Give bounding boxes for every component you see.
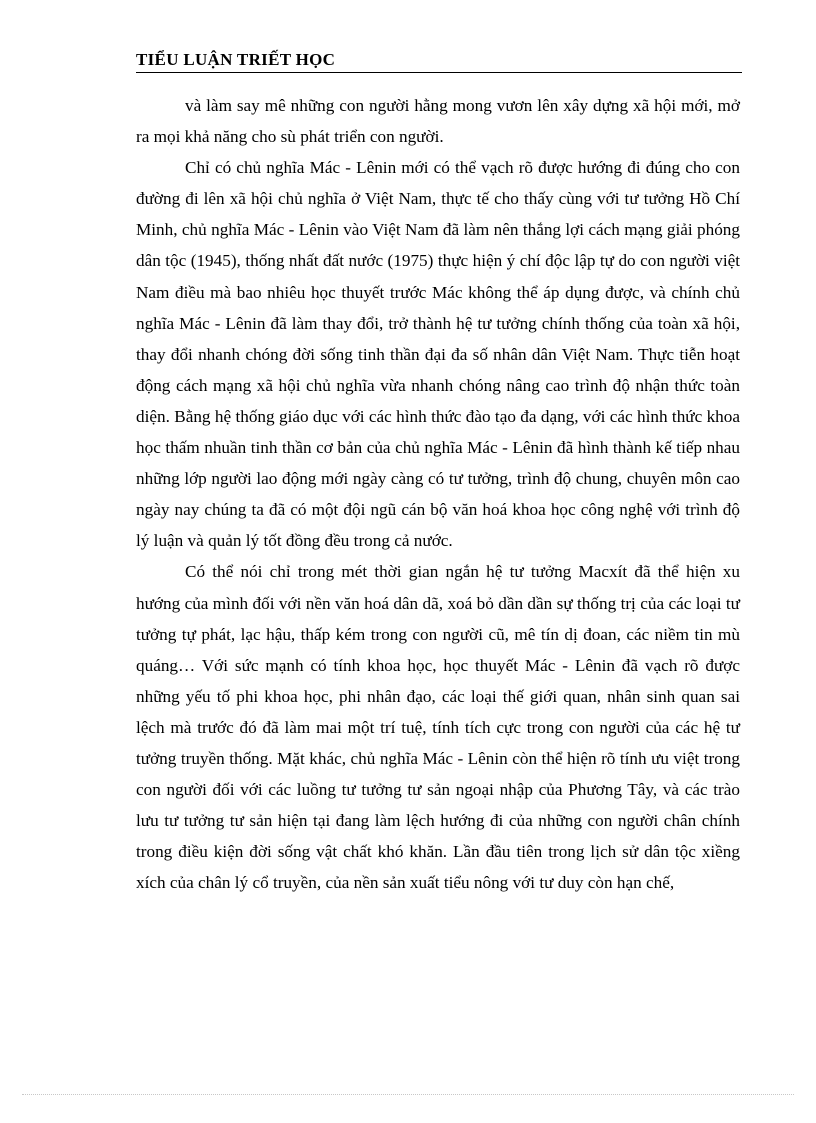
paragraph-continuation: và làm say mê những con người hằng mong vươn lên xây dựng xã hội mới, mở ra mọi khả năng cho sù phát triển con người.: [136, 96, 740, 147]
footer-divider: [22, 1094, 794, 1095]
paragraph-marxism-vietnam: Chỉ có chủ nghĩa Mác - Lênin mới có thể vạch rõ được hướng đi đúng cho con đường đi lên xã hội chủ nghĩa ở Việt Nam, thực tế cho thấy cùng với tư tưởng Hồ Chí Minh, chủ nghĩa Mác - Lênin vào Việt Nam đã làm nên thắng lợi cách mạng giải phóng dân tộc (1945), thống nhất đất nước (1975) thực hiện ý chí độc lập tự do con người việt Nam điều mà bao nhiêu học thuyết trước Mác không thể áp dụng được, và chính chủ nghĩa Mác - Lênin đã làm thay đổi, trở thành hệ tư tưởng chính thống của toàn xã hội, thay đổi nhanh chóng đời sống tinh thần đại đa số nhân dân Việt Nam. Thực tiễn hoạt động cách mạng xã hội chủ nghĩa vừa nhanh chóng nâng cao trình độ nhận thức toàn diện. Bằng hệ thống giáo dục với các hình thức đào tạo đa dạng, với các hình thức khoa học thấm nhuần tinh thần cơ bản của chủ nghĩa Mác - Lênin đã hình thành kế tiếp nhau những lớp người lao động mới ngày càng có tư tưởng, trình độ chung, chuyên môn cao ngày nay chúng ta đã có một đội ngũ cán bộ văn hoá khoa học công nghệ với trình độ lý luận và quản lý tốt đồng đều trong cả nước.: [136, 158, 740, 551]
page-header-title: TIỂU LUẬN TRIẾT HỌC: [136, 50, 742, 73]
body-text: [136, 90, 740, 898]
paragraph-marxist-ideology: Có thể nói chỉ trong mét thời gian ngắn hệ tư tưởng Macxít đã thể hiện xu hướng của mình đối với nền văn hoá dân dã, xoá bỏ dần dần sự thống trị của các loại tư tưởng tự phát, lạc hậu, thấp kém trong con người cũ, mê tín dị đoan, các niềm tin mù quáng… Với sức mạnh có tính khoa học, học thuyết Mác - Lênin đã vạch rõ được những yếu tố phi khoa học, phi nhân đạo, các loại thế giới quan, nhân sinh quan sai lệch mà trước đó đã làm mai một trí tuệ, tính tích cực trong con người của các hệ tư tưởng truyền thống. Mặt khác, chủ nghĩa Mác - Lênin còn thể hiện rõ tính ưu việt trong con người đối với các luồng tư tưởng tư sản ngoại nhập của Phương Tây, và các trào lưu tư tưởng tư sản hiện tại đang làm lệch hướng đi của những con người chân chính trong điều kiện đời sống vật chất khó khăn. Lần đầu tiên trong lịch sử dân tộc xiềng xích của chân lý cổ truyền, của nền sản xuất tiểu nông với tư duy còn hạn chế,: [136, 562, 740, 893]
